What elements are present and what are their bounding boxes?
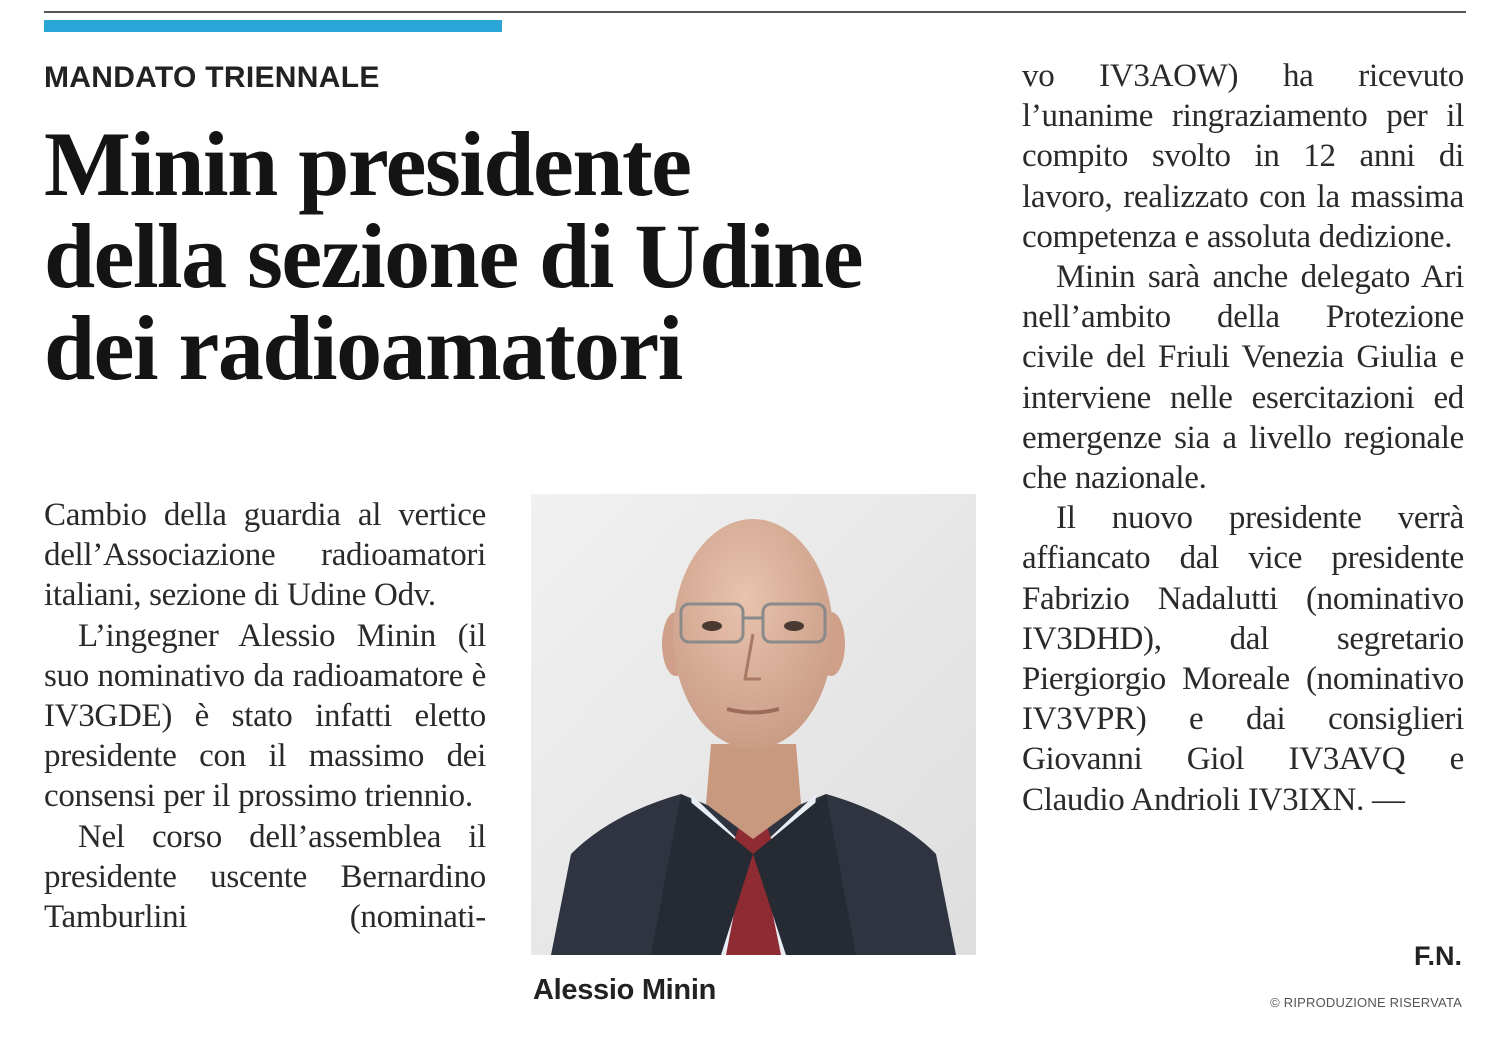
body-paragraph: L’ingegner Alessio Minin (il suo nominativo da radioamatore è IV3GDE) è stato infatti eletto presidente con il massimo dei consensi per il prossimo triennio. — [44, 617, 486, 815]
body-paragraph: Il nuovo presidente verrà affiancato dal vice presidente Fabrizio Nadalutti (nominativo IV3DHD), dal segretario Piergiorgio Moreale (nominativo IV3VPR) e dai consiglieri Giovanni Giol IV3AVQ e Claudio Andrioli IV3IXN. — — [1022, 500, 1464, 818]
column-left — [44, 495, 486, 937]
headline-line: della sezione di Udine — [44, 205, 863, 307]
body-paragraph: Cambio della guardia al vertice dell’Associazione radioamatori italiani, sezione di Udine Odv. — [44, 497, 486, 614]
portrait-illustration — [531, 494, 976, 955]
headline — [44, 113, 964, 399]
headline-line: Minin presidente — [44, 113, 691, 215]
section-accent-bar — [44, 20, 502, 32]
copyright-notice: © RIPRODUZIONE RISERVATA — [1270, 995, 1462, 1010]
top-rule — [44, 11, 1466, 13]
body-paragraph: vo IV3AOW) ha ricevuto l’unanime ringraziamento per il compito svolto in 12 anni di lavoro, realizzato con la massima competenza e assoluta dedizione. — [1022, 58, 1464, 255]
portrait-photo — [531, 494, 976, 955]
author-signature: F.N. — [1413, 941, 1462, 971]
headline-line: dei radioamatori — [44, 297, 682, 399]
kicker: MANDATO TRIENNALE — [44, 61, 380, 94]
photo-caption: Alessio Minin — [533, 974, 717, 1006]
body-paragraph: Nel corso dell’assemblea il presidente uscente Bernardino Tamburlini (nominati- — [44, 818, 486, 936]
body-paragraph: Minin sarà anche delegato Ari nell’ambito della Protezione civile del Friuli Venezia Giulia e interviene nelle esercitazioni ed emergenze sia a livello regionale che nazionale. — [1022, 259, 1464, 497]
column-right — [1022, 56, 1464, 820]
